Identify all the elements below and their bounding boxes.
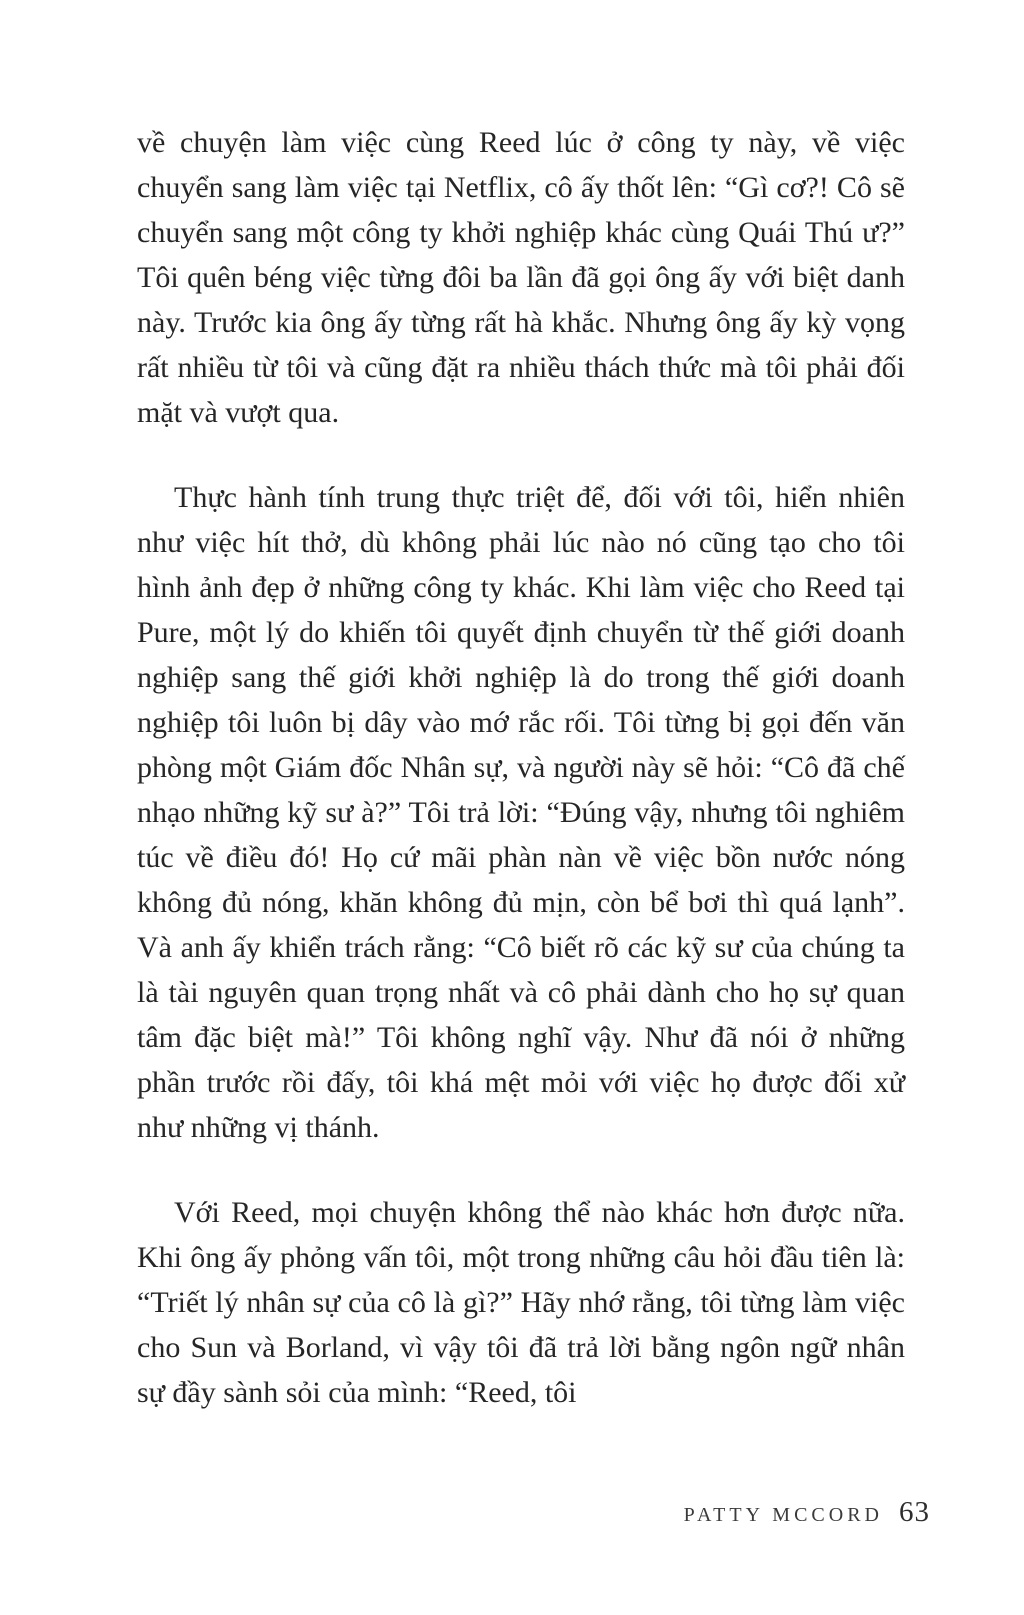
text-block bbox=[137, 120, 905, 1455]
page-footer bbox=[684, 1496, 930, 1529]
page-number: 63 bbox=[899, 1496, 930, 1528]
body-paragraph: Với Reed, mọi chuyện không thể nào khác hơn được nữa. Khi ông ấy phỏng vấn tôi, một trong những câu hỏi đầu tiên là: “Triết lý nhân sự của cô là gì?” Hãy nhớ rằng, tôi từng làm việc cho Sun và Borland, vì vậy tôi đã trả lời bằng ngôn ngữ nhân sự đầy sành sỏi của mình: “Reed, tôi bbox=[137, 1196, 905, 1409]
body-paragraph: về chuyện làm việc cùng Reed lúc ở công ty này, về việc chuyển sang làm việc tại Netflix, cô ấy thốt lên: “Gì cơ?! Cô sẽ chuyển sang một công ty khởi nghiệp khác cùng Quái Thú ư?” Tôi quên béng việc từng đôi ba lần đã gọi ông ấy với biệt danh này. Trước kia ông ấy từng rất hà khắc. Nhưng ông ấy kỳ vọng rất nhiều từ tôi và cũng đặt ra nhiều thách thức mà tôi phải đối mặt và vượt qua. bbox=[137, 126, 905, 429]
body-paragraph: Thực hành tính trung thực triệt để, đối với tôi, hiển nhiên như việc hít thở, dù không phải lúc nào nó cũng tạo cho tôi hình ảnh đẹp ở những công ty khác. Khi làm việc cho Reed tại Pure, một lý do khiến tôi quyết định chuyển từ thế giới doanh nghiệp sang thế giới khởi nghiệp là do trong thế giới doanh nghiệp tôi luôn bị dây vào mớ rắc rối. Tôi từng bị gọi đến văn phòng một Giám đốc Nhân sự, và người này sẽ hỏi: “Cô đã chế nhạo những kỹ sư à?” Tôi trả lời: “Đúng vậy, nhưng tôi nghiêm túc về điều đó! Họ cứ mãi phàn nàn về việc bồn nước nóng không đủ nóng, khăn không đủ mịn, còn bể bơi thì quá lạnh”. Và anh ấy khiển trách rằng: “Cô biết rõ các kỹ sư của chúng ta là tài nguyên quan trọng nhất và cô phải dành cho họ sự quan tâm đặc biệt mà!” Tôi không nghĩ vậy. Như đã nói ở những phần trước rồi đấy, tôi khá mệt mỏi với việc họ được đối xử như những vị thánh. bbox=[137, 481, 905, 1144]
footer-author: PATTY MCCORD bbox=[683, 1504, 883, 1526]
